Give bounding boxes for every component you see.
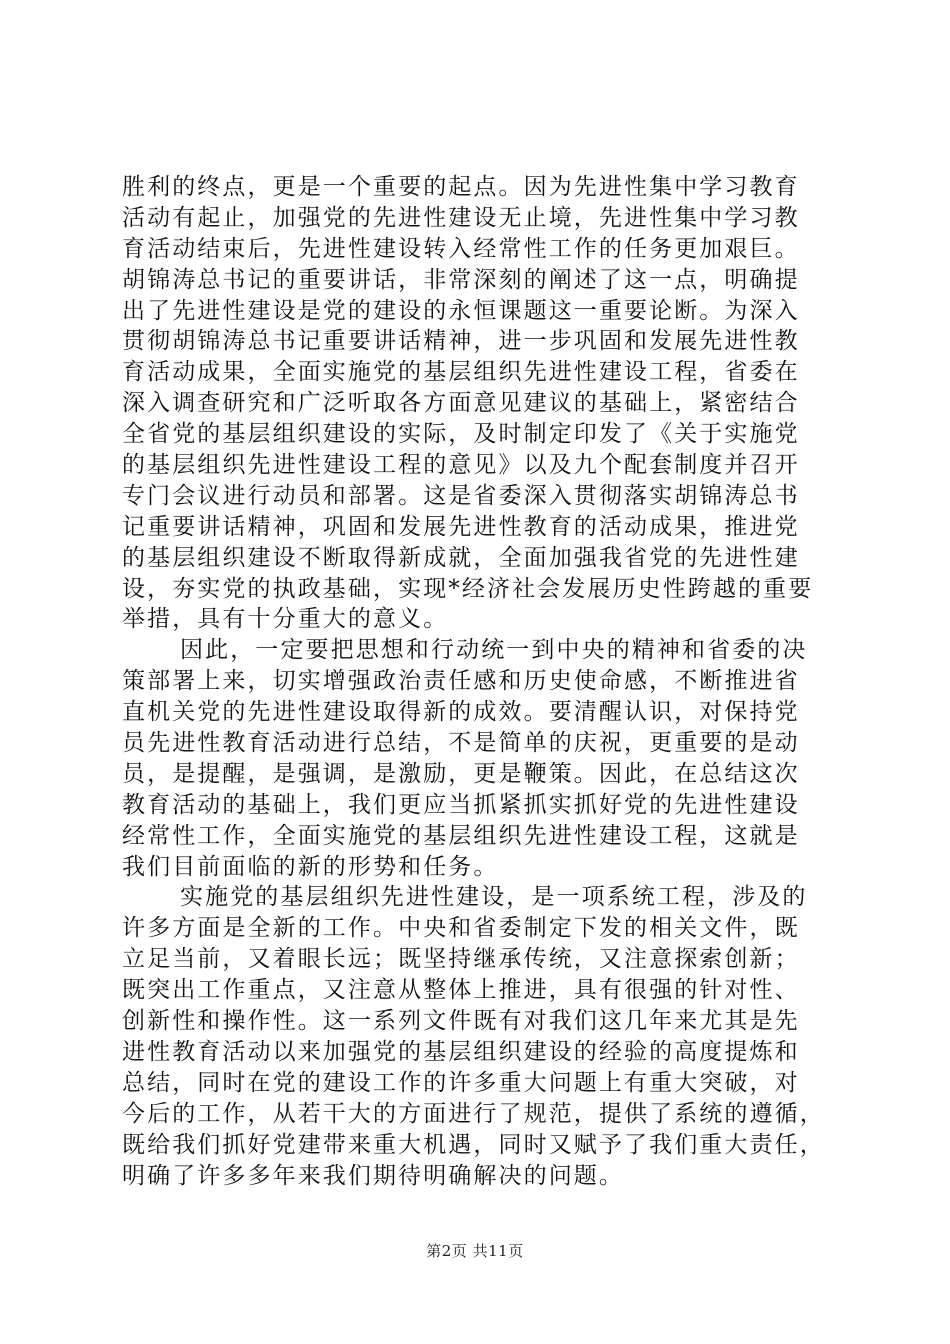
text-line: 育活动成果，全面实施党的基层组织先进性建设工程，省委在 [122, 359, 800, 386]
text-line: 员先进性教育活动进行总结，不是简单的庆祝，更重要的是动 [122, 730, 800, 757]
text-line: 总结，同时在党的建设工作的许多重大问题上有重大突破，对 [122, 1069, 800, 1096]
text-line: 深入调查研究和广泛听取各方面意见建议的基础上，紧密结合 [122, 390, 800, 417]
page-footer [0, 1240, 950, 1261]
text-line: 全省党的基层组织建设的实际，及时制定印发了《关于实施党 [122, 421, 800, 448]
text-line: 的基层组织先进性建设工程的意见》以及九个配套制度并召开 [122, 452, 800, 479]
paragraph-first-line: 因此，一定要把思想和行动统一到中央的精神和省委的决 [180, 637, 808, 664]
text-line: 经常性工作，全面实施党的基层组织先进性建设工程，这就是 [122, 822, 800, 849]
text-line: 既给我们抓好党建带来重大机遇，同时又赋予了我们重大责任， [122, 1131, 825, 1158]
text-line: 专门会议进行动员和部署。这是省委深入贯彻落实胡锦涛总书 [122, 482, 800, 509]
text-line: 育活动结束后，先进性建设转入经常性工作的任务更加艰巨。 [122, 235, 800, 262]
text-line: 活动有起止，加强党的先进性建设无止境，先进性集中学习教 [122, 204, 800, 231]
text-line: 许多方面是全新的工作。中央和省委制定下发的相关文件，既 [122, 915, 800, 942]
text-line: 创新性和操作性。这一系列文件既有对我们这几年来尤其是先 [122, 1008, 800, 1035]
body-text [122, 172, 834, 1191]
text-line: 贯彻胡锦涛总书记重要讲话精神，进一步巩固和发展先进性教 [122, 328, 800, 355]
text-line: 的基层组织建设不断取得新成就，全面加强我省党的先进性建 [122, 544, 800, 571]
text-line: 教育活动的基础上，我们更应当抓紧抓实抓好党的先进性建设 [122, 791, 800, 818]
page-number-label: 第2页 共11页 [426, 1242, 524, 1260]
text-line: 举措，具有十分重大的意义。 [122, 606, 449, 633]
text-line: 记重要讲话精神，巩固和发展先进性教育的活动成果，推进党 [122, 513, 800, 540]
text-line: 我们目前面临的新的形势和任务。 [122, 853, 499, 880]
text-line: 今后的工作，从若干大的方面进行了规范，提供了系统的遵循， [122, 1100, 825, 1127]
text-line: 胜利的终点，更是一个重要的起点。因为先进性集中学习教育 [122, 174, 800, 200]
text-line: 直机关党的先进性建设取得新的成效。要清醒认识，对保持党 [122, 699, 800, 726]
text-line: 胡锦涛总书记的重要讲话，非常深刻的阐述了这一点，明确提 [122, 266, 800, 293]
text-line: 既突出工作重点，又注意从整体上推进，具有很强的针对性、 [122, 977, 800, 1004]
text-line: 设，夯实党的执政基础，实现*经济社会发展历史性跨越的重要 [122, 575, 814, 602]
text-line: 明确了许多多年来我们期待明确解决的问题。 [122, 1162, 624, 1189]
text-line: 出了先进性建设是党的建设的永恒课题这一重要论断。为深入 [122, 297, 800, 324]
text-line: 策部署上来，切实增强政治责任感和历史使命感，不断推进省 [122, 668, 800, 695]
text-line: 员，是提醒，是强调，是激励，更是鞭策。因此，在总结这次 [122, 760, 800, 787]
paragraph-first-line: 实施党的基层组织先进性建设，是一项系统工程，涉及的 [180, 884, 808, 911]
text-line: 立足当前，又着眼长远；既坚持继承传统，又注意探索创新； [122, 946, 800, 973]
text-line: 进性教育活动以来加强党的基层组织建设的经验的高度提炼和 [122, 1038, 800, 1065]
